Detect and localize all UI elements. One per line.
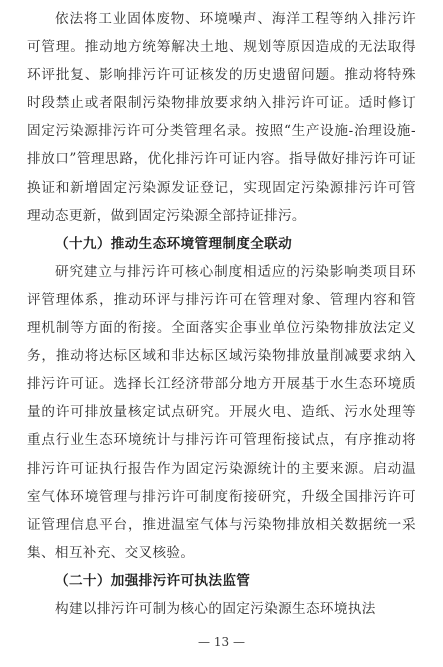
section-heading-19: （十九）推动生态环境管理制度全联动 <box>55 235 293 252</box>
paragraph-management-linkage: 研究建立与排污许可核心制度相适应的污染影响类项目环评管理体系，推动环评与排污许可在管理对象、管理内容和管理机制等方面的衔接。全面落实企事业单位污染物排放法定义务，推动将达标区域和非达标区域污染物排放量削减要求纳入排污许可证。选择长江经济带部分地方开展基于水生态环境质量的许可排放量核定试点研究。开展火电、造纸、污水处理等重点行业生态环境统计与排污许可管理衔接试点，有序推动将排污许可证执行报告作为固定污染源统计的主要来源。启动温室气体环境管理与排污许可制度衔接研究，升级全国排污许可证管理信息平台，推进温室气体与污染物排放相关数据统一采集、相互补充、交叉核验。 <box>27 263 416 561</box>
paragraph-pollution-permit-scope: 依法将工业固体废物、环境噪声、海洋工程等纳入排污许可管理。推动地方统筹解决土地、规划等原因造成的无法取得环评批复、影响排污许可证核发的历史遗留问题。推动将特殊时段禁止或者限制污染物排放要求纳入排污许可证。适时修订固定污染源排污许可分类管理名录。按照“生产设施-治理设施-排放口”管理思路，优化排污许可证内容。指导做好排污许可证换证和新增固定污染源发证登记，实现固定污染源排污许可管理动态更新，做到固定污染源全部持证排污。 <box>27 11 416 224</box>
section-heading-20: （二十）加强排污许可执法监管 <box>55 572 251 589</box>
page-number: — 13 — <box>198 635 245 649</box>
paragraph-enforcement-supervision: 构建以排污许可制为核心的固定污染源生态环境执法 <box>55 600 376 617</box>
